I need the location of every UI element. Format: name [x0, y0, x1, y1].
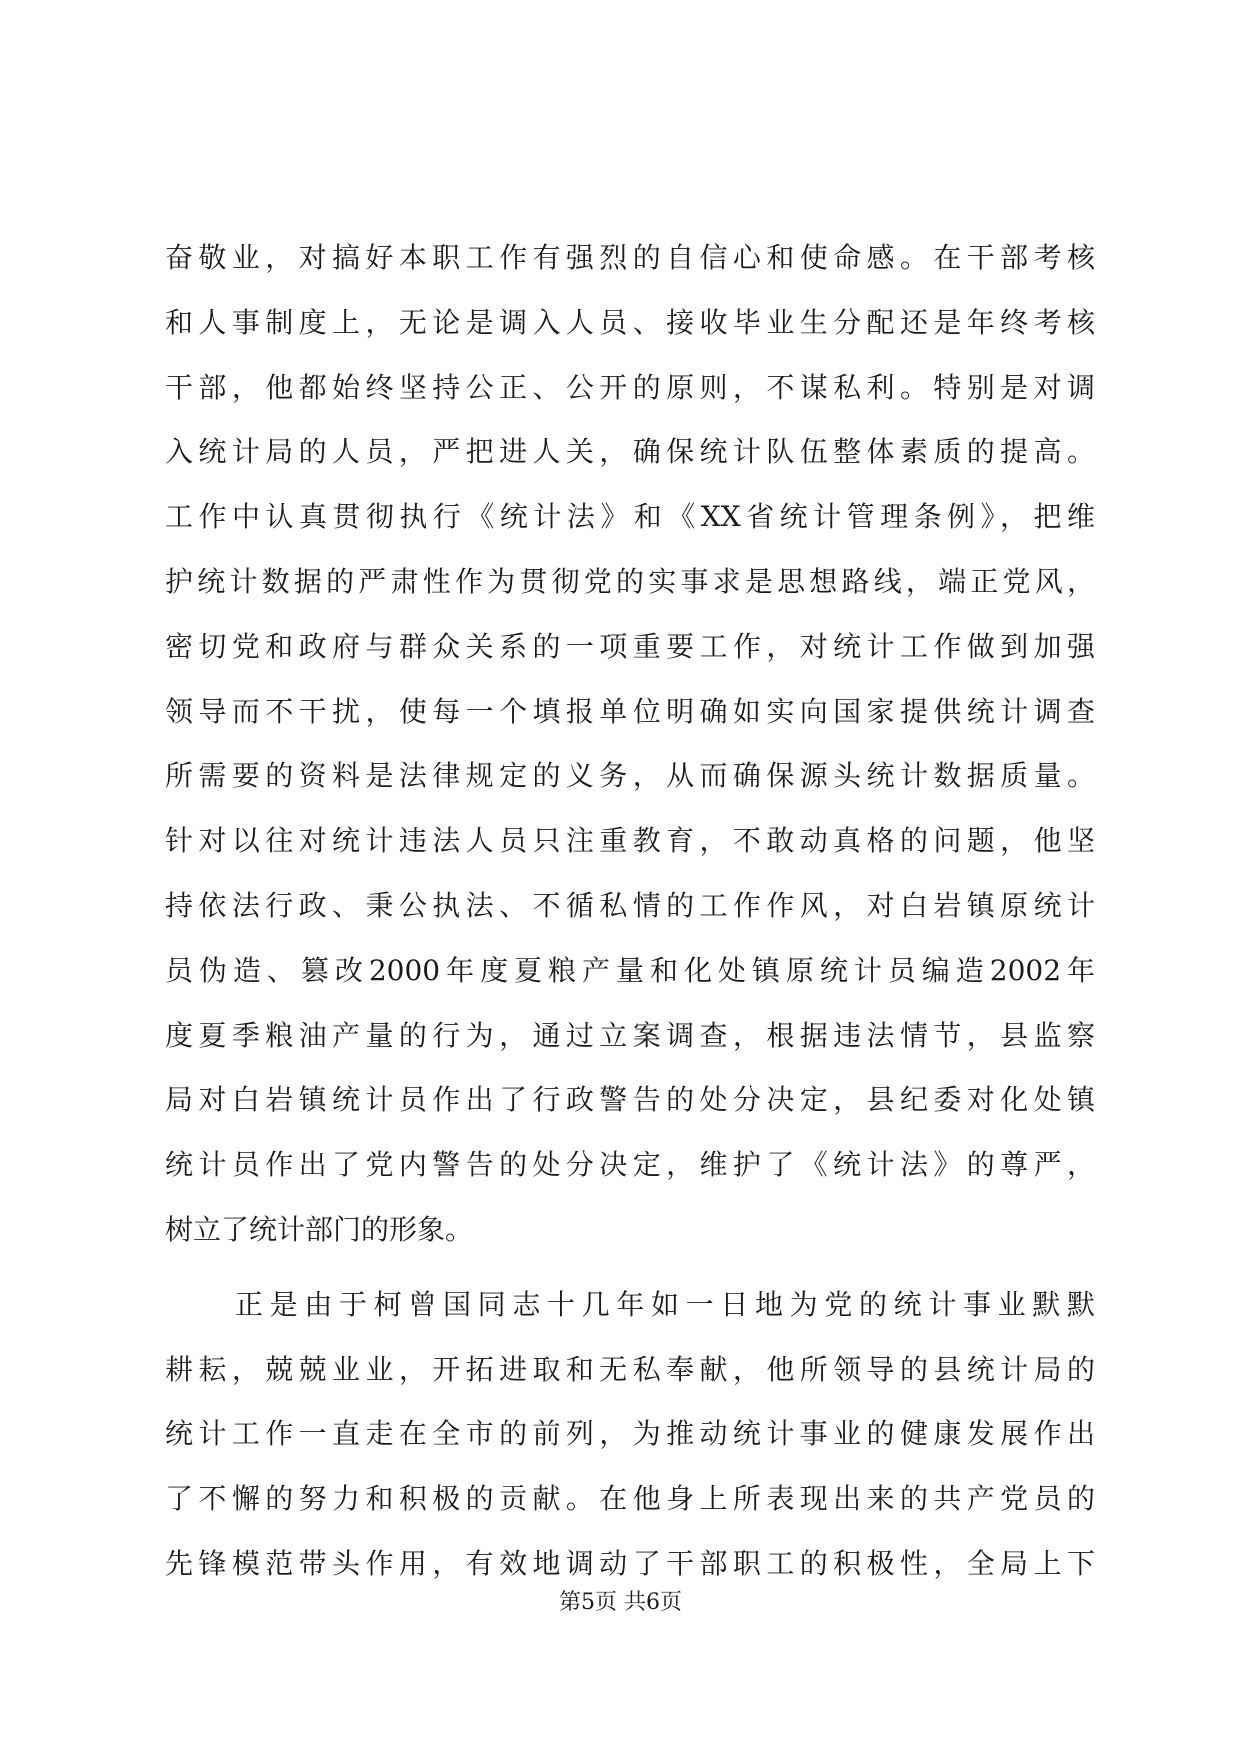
text-line: 正是由于柯曾国同志十几年如一日地为党的统计事业默默 [235, 1287, 1095, 1321]
text-line: 树立了统计部门的形象。 [165, 1212, 474, 1246]
text-line: 和人事制度上，无论是调入人员、接收毕业生分配还是年终考核 [165, 305, 1095, 339]
text-line: 度夏季粮油产量的行为，通过立案调查，根据违法情节，县监察 [165, 1018, 1095, 1052]
paragraph-2 [165, 1273, 1095, 1597]
text-line: 耕耘，兢兢业业，开拓进取和无私奉献，他所领导的县统计局的 [165, 1352, 1095, 1386]
text-line: 领导而不干扰，使每一个填报单位明确如实向国家提供统计调查 [165, 694, 1095, 728]
text-line: 工作中认真贯彻执行《统计法》和《XX省统计管理条例》，把维 [165, 500, 1095, 534]
text-line: 所需要的资料是法律规定的义务，从而确保源头统计数据质量。 [165, 759, 1095, 793]
text-line: 奋敬业，对搞好本职工作有强烈的自信心和使命感。在干部考核 [165, 241, 1095, 274]
text-line: 局对白岩镇统计员作出了行政警告的处分决定，县纪委对化处镇 [165, 1083, 1095, 1117]
text-line: 入统计局的人员，严把进人关，确保统计队伍整体素质的提高。 [165, 435, 1095, 469]
text-line: 员伪造、篡改2000年度夏粮产量和化处镇原统计员编造2002年 [165, 953, 1095, 987]
text-line: 统计员作出了党内警告的处分决定，维护了《统计法》的尊严， [165, 1148, 1095, 1182]
page-footer [0, 1588, 1241, 1618]
text-line: 护统计数据的严肃性作为贯彻党的实事求是思想路线，端正党风， [165, 564, 1095, 598]
text-line: 干部，他都始终坚持公正、公开的原则，不谋私利。特别是对调 [165, 370, 1095, 404]
page-number-label: 第5页 共6页 [559, 1590, 682, 1615]
text-line: 密切党和政府与群众关系的一项重要工作，对统计工作做到加强 [165, 629, 1095, 663]
paragraph-1 [165, 226, 1095, 1263]
text-line: 统计工作一直走在全市的前列，为推动统计事业的健康发展作出 [165, 1417, 1095, 1451]
text-line: 持依法行政、秉公执法、不循私情的工作作风，对白岩镇原统计 [165, 888, 1095, 922]
text-line: 了不懈的努力和积极的贡献。在他身上所表现出来的共产党员的 [165, 1482, 1095, 1516]
document-body [165, 226, 1095, 1597]
text-line: 先锋模范带头作用，有效地调动了干部职工的积极性，全局上下 [165, 1546, 1095, 1580]
paragraph-gap [165, 1263, 1095, 1273]
text-line: 针对以往对统计违法人员只注重教育，不敢动真格的问题，他坚 [165, 824, 1095, 858]
